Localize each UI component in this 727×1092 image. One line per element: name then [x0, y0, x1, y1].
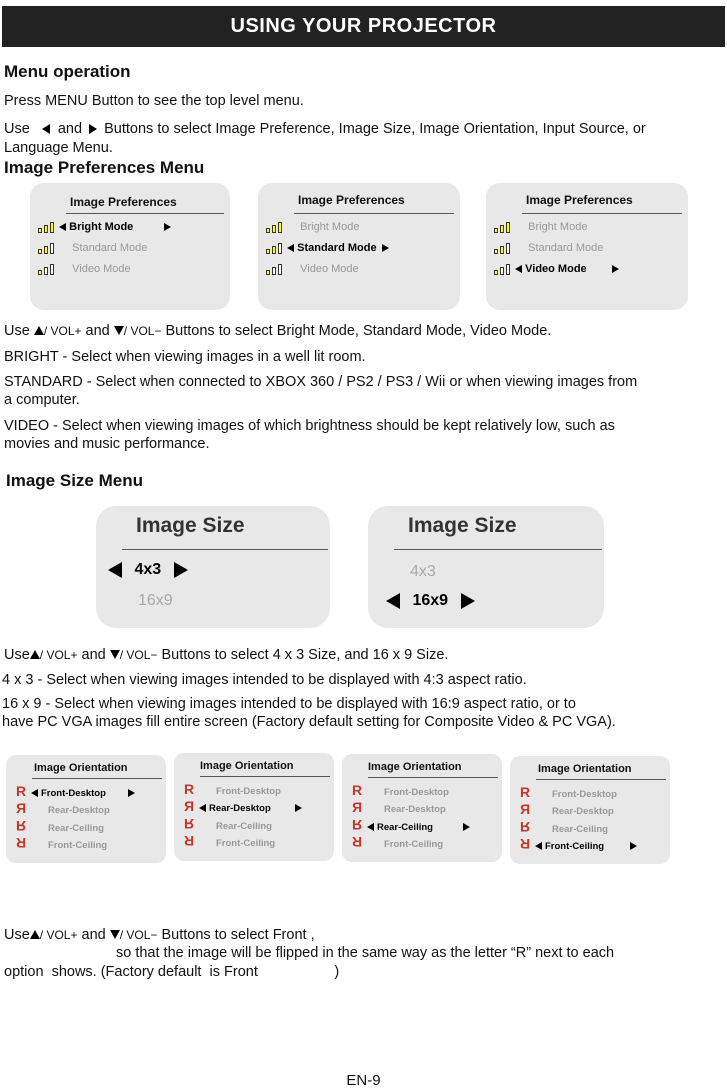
option-standard-mode[interactable]: Standard Mode: [38, 242, 147, 254]
orientation-use-line: Use / VOL+ and / VOL− Buttons to select Front ,: [4, 927, 315, 943]
panel-title: Image Preferences: [298, 193, 405, 207]
option-front-ceiling[interactable]: R Front-Ceiling: [15, 835, 108, 851]
orientation-panel-rear-desktop: [174, 753, 334, 861]
right-arrow-icon: [164, 223, 171, 231]
option-bright-mode[interactable]: Bright Mode: [266, 221, 359, 233]
up-arrow-icon: [30, 650, 40, 659]
option-front-desktop[interactable]: R Front-Desktop: [519, 784, 617, 800]
left-arrow-icon: [386, 593, 400, 609]
size-use-line: Use / VOL+ and / VOL− Buttons to select 4 x 3 Size, and 16 x 9 Size.: [4, 647, 449, 663]
orientation-panel-front-ceiling: [510, 756, 670, 864]
divider: [66, 213, 224, 214]
right-arrow-icon: [461, 593, 475, 609]
right-arrow-icon: [612, 265, 619, 273]
left-arrow-icon: [199, 804, 206, 812]
size-16x9-description-1: 16 x 9 - Select when viewing images intended to be displayed with 16:9 aspect ratio, or to: [2, 696, 576, 712]
brightness-medium-icon: [494, 242, 512, 254]
menu-operation-line3: Language Menu.: [4, 140, 113, 156]
orientation-panel-front-desktop: [6, 755, 166, 863]
menu-operation-heading: Menu operation: [4, 62, 131, 81]
brightness-low-icon: [38, 263, 56, 275]
down-arrow-icon: [110, 650, 120, 659]
option-front-ceiling[interactable]: R Front-Ceiling: [518, 836, 637, 852]
page-number: EN-9: [346, 1072, 381, 1089]
brightness-high-icon: [494, 221, 512, 233]
option-standard-mode[interactable]: Standard Mode: [494, 242, 603, 254]
right-arrow-icon: [463, 823, 470, 831]
left-arrow-icon: [59, 223, 66, 231]
option-rear-ceiling[interactable]: R Rear-Ceiling: [15, 818, 104, 834]
r-rotated-icon: R: [183, 833, 195, 849]
preferences-use-line: Use / VOL+ and / VOL− Buttons to select Bright Mode, Standard Mode, Video Mode.: [4, 323, 552, 339]
option-video-mode[interactable]: Video Mode: [38, 263, 131, 275]
standard-description-2: a computer.: [4, 392, 80, 408]
option-rear-desktop[interactable]: R Rear-Desktop: [519, 801, 614, 817]
r-flipped-icon: R: [15, 818, 27, 834]
panel-title: Image Orientation: [368, 761, 462, 773]
left-arrow-icon: [515, 265, 522, 273]
left-arrow-icon: [367, 823, 374, 831]
image-size-panel-4x3: [96, 506, 330, 628]
divider: [394, 549, 602, 550]
down-arrow-icon: [114, 326, 124, 335]
r-rotated-icon: R: [519, 836, 531, 852]
option-rear-ceiling[interactable]: R Rear-Ceiling: [519, 819, 608, 835]
right-arrow-icon: [89, 124, 97, 134]
option-4x3[interactable]: 4x3: [108, 561, 188, 579]
right-arrow-icon: [295, 804, 302, 812]
image-size-panel-16x9: [368, 506, 604, 628]
option-4x3[interactable]: 4x3: [410, 563, 436, 580]
right-arrow-icon: [382, 244, 389, 252]
brightness-low-icon: [266, 263, 284, 275]
video-description-1: VIDEO - Select when viewing images of which brightness should be kept relatively low, such as: [4, 418, 615, 434]
panel-title: Image Orientation: [34, 762, 128, 774]
divider: [536, 779, 666, 780]
page-banner: USING YOUR PROJECTOR: [2, 6, 725, 47]
right-arrow-icon: [630, 842, 637, 850]
left-arrow-icon: [42, 124, 50, 134]
menu-operation-line1: Press MENU Button to see the top level menu.: [4, 93, 304, 109]
brightness-medium-icon: [266, 242, 284, 254]
option-16x9[interactable]: 16x9: [386, 592, 475, 610]
size-16x9-description-2: have PC VGA images fill entire screen (Factory default setting for Composite Video & PC VGA).: [2, 714, 616, 730]
divider: [122, 549, 328, 550]
standard-description-1: STANDARD - Select when connected to XBOX 360 / PS2 / PS3 / Wii or when viewing images from: [4, 374, 638, 390]
image-preferences-panel-standard: [258, 183, 460, 310]
right-arrow-icon: [174, 562, 188, 578]
r-letter-icon: R: [15, 783, 27, 799]
option-video-mode[interactable]: Video Mode: [494, 263, 619, 275]
r-mirrored-icon: R: [15, 800, 27, 816]
divider: [368, 777, 498, 778]
r-flipped-icon: R: [519, 819, 531, 835]
image-preferences-heading: Image Preferences Menu: [4, 158, 205, 177]
option-front-ceiling[interactable]: R Front-Ceiling: [183, 833, 276, 849]
bright-description: BRIGHT - Select when viewing images in a well lit room.: [4, 349, 366, 365]
up-arrow-icon: [30, 930, 40, 939]
text-buttons-select: Buttons to select Image Preference, Image Size, Image Orientation, Input Source, or: [104, 121, 646, 137]
option-rear-desktop[interactable]: R Rear-Desktop: [351, 799, 446, 815]
option-front-desktop[interactable]: R Front-Desktop: [14, 783, 135, 799]
orientation-description-3: option shows. (Factory default is Front ): [4, 964, 340, 980]
text-use: Use: [4, 121, 30, 137]
brightness-high-icon: [38, 221, 56, 233]
text-and: and: [57, 121, 83, 137]
orientation-panel-rear-ceiling: [342, 754, 502, 862]
option-front-desktop[interactable]: R Front-Desktop: [351, 782, 449, 798]
r-letter-icon: R: [519, 784, 531, 800]
brightness-high-icon: [266, 221, 284, 233]
divider: [294, 213, 454, 214]
option-bright-mode[interactable]: Bright Mode: [494, 221, 587, 233]
brightness-medium-icon: [38, 242, 56, 254]
option-bright-mode[interactable]: Bright Mode: [38, 221, 171, 233]
panel-title: Image Preferences: [70, 195, 177, 209]
r-letter-icon: R: [183, 781, 195, 797]
divider: [522, 213, 682, 214]
image-preferences-panel-video: [486, 183, 688, 310]
brightness-low-icon: [494, 263, 512, 275]
r-mirrored-icon: R: [519, 801, 531, 817]
option-video-mode[interactable]: Video Mode: [266, 263, 359, 275]
option-front-ceiling[interactable]: R Front-Ceiling: [351, 834, 444, 850]
option-standard-mode[interactable]: Standard Mode: [266, 242, 389, 254]
panel-title: Image Orientation: [538, 763, 632, 775]
option-front-desktop[interactable]: R Front-Desktop: [183, 781, 281, 797]
size-4x3-description: 4 x 3 - Select when viewing images intended to be displayed with 4:3 aspect ratio.: [2, 672, 527, 688]
panel-title: Image Size: [136, 514, 245, 537]
image-size-heading: Image Size Menu: [6, 471, 143, 490]
r-rotated-icon: R: [15, 835, 27, 851]
left-arrow-icon: [31, 789, 38, 797]
down-arrow-icon: [110, 930, 120, 939]
r-letter-icon: R: [351, 782, 363, 798]
panel-title: Image Preferences: [526, 193, 633, 207]
up-arrow-icon: [34, 326, 44, 335]
r-flipped-icon: R: [183, 816, 195, 832]
option-16x9[interactable]: 16x9: [138, 592, 173, 609]
divider: [200, 776, 330, 777]
r-mirrored-icon: R: [351, 799, 363, 815]
image-preferences-panel-bright: [30, 183, 230, 310]
option-rear-ceiling[interactable]: R Rear-Ceiling: [183, 816, 272, 832]
panel-title: Image Orientation: [200, 760, 294, 772]
divider: [32, 778, 162, 779]
option-rear-desktop[interactable]: R Rear-Desktop: [182, 798, 302, 814]
option-rear-ceiling[interactable]: R Rear-Ceiling: [350, 817, 470, 833]
option-rear-desktop[interactable]: R Rear-Desktop: [15, 800, 110, 816]
left-arrow-icon: [535, 842, 542, 850]
orientation-description-2: so that the image will be flipped in the same way as the letter “R” next to each: [116, 945, 615, 961]
r-rotated-icon: R: [351, 834, 363, 850]
r-flipped-icon: R: [351, 817, 363, 833]
menu-operation-line2: [4, 120, 646, 138]
video-description-2: movies and music performance.: [4, 436, 210, 452]
right-arrow-icon: [128, 789, 135, 797]
r-mirrored-icon: R: [183, 798, 195, 814]
left-arrow-icon: [108, 562, 122, 578]
panel-title: Image Size: [408, 514, 517, 537]
left-arrow-icon: [287, 244, 294, 252]
